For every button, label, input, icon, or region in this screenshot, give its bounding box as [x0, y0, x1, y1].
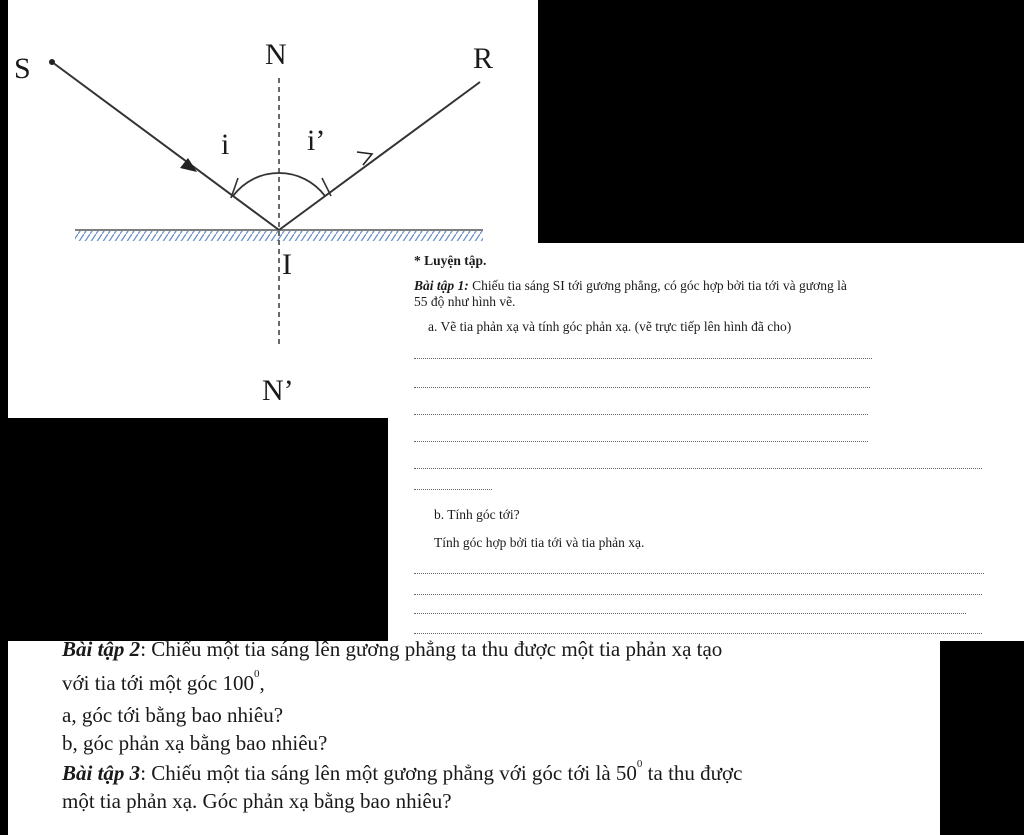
answer-line-4[interactable] [414, 441, 868, 442]
black-block-left [0, 418, 388, 641]
label-i-prime: i’ [307, 124, 326, 157]
exercise-2-line-1 [62, 637, 722, 662]
exercise-2-text-2: với tia tới một góc [62, 671, 223, 695]
label-i: i [221, 128, 230, 161]
answer-line-1[interactable] [414, 358, 872, 359]
exercise-1-part-c: Tính góc hợp bởi tia tới và tia phản xạ. [434, 535, 645, 550]
exercise-1-title: Bài tập 1: [414, 278, 469, 293]
angle-50: 50 [615, 761, 637, 785]
answer-line-10[interactable] [414, 633, 982, 634]
exercise-3-text: : Chiếu một tia sáng lên một gương phẳng với góc tới là [140, 761, 616, 785]
exercise-2-question-a: a, góc tới bằng bao nhiêu? [62, 703, 284, 727]
black-block-bottom-right [940, 641, 1024, 835]
exercise-2-question-b: b, góc phản xạ bằng bao nhiêu? [62, 731, 328, 755]
label-point-i: I [282, 248, 292, 281]
label-n: N [265, 38, 287, 71]
answer-line-6[interactable] [414, 489, 492, 490]
label-s: S [14, 52, 31, 85]
exercise-1-line-1 [414, 278, 847, 294]
exercise-1-part-a: a. Vẽ tia phản xạ và tính góc phản xạ. (vẽ trực tiếp lên hình đã cho) [428, 319, 792, 334]
answer-line-8[interactable] [414, 594, 982, 595]
exercise-2-line-2 [62, 668, 265, 696]
exercise-1-part-b: b. Tính góc tới? [434, 507, 520, 522]
exercise-3-text-end: ta thu được [642, 761, 743, 785]
answer-line-5[interactable] [414, 468, 982, 469]
exercise-3-title: Bài tập 3 [62, 761, 141, 785]
exercise-1-text: Chiếu tia sáng SI tới gương phẳng, có góc hợp bởi tia tới và gương là [468, 278, 847, 293]
degree-sign-2: 0 [636, 758, 643, 770]
source-point [49, 59, 55, 65]
label-n-prime: N’ [262, 374, 294, 407]
angle-arc-i [233, 173, 279, 196]
practice-heading: * Luyện tập. [414, 253, 487, 268]
exercise-3-line-1 [62, 758, 743, 786]
degree-sign: 0 [253, 668, 260, 680]
answer-line-3[interactable] [414, 414, 868, 415]
label-r: R [473, 42, 494, 75]
answer-line-9[interactable] [414, 613, 966, 614]
incident-arrow [180, 158, 197, 172]
angle-100: 100 [222, 671, 254, 695]
incident-ray [52, 62, 279, 230]
answer-line-7[interactable] [414, 573, 984, 574]
angle-arc-i-prime [279, 173, 325, 196]
exercise-3-line-2: một tia phản xạ. Góc phản xạ bằng bao nhiêu? [62, 789, 452, 813]
exercise-1-line-2: 55 độ như hình vẽ. [414, 294, 516, 309]
answer-line-2[interactable] [414, 387, 870, 388]
exercise-2-title: Bài tập 2 [62, 637, 141, 661]
exercise-2-text: : Chiếu một tia sáng lên gương phẳng ta thu được một tia phản xạ tạo [140, 637, 723, 661]
black-block-top-right [538, 0, 1024, 243]
comma: , [259, 671, 265, 695]
